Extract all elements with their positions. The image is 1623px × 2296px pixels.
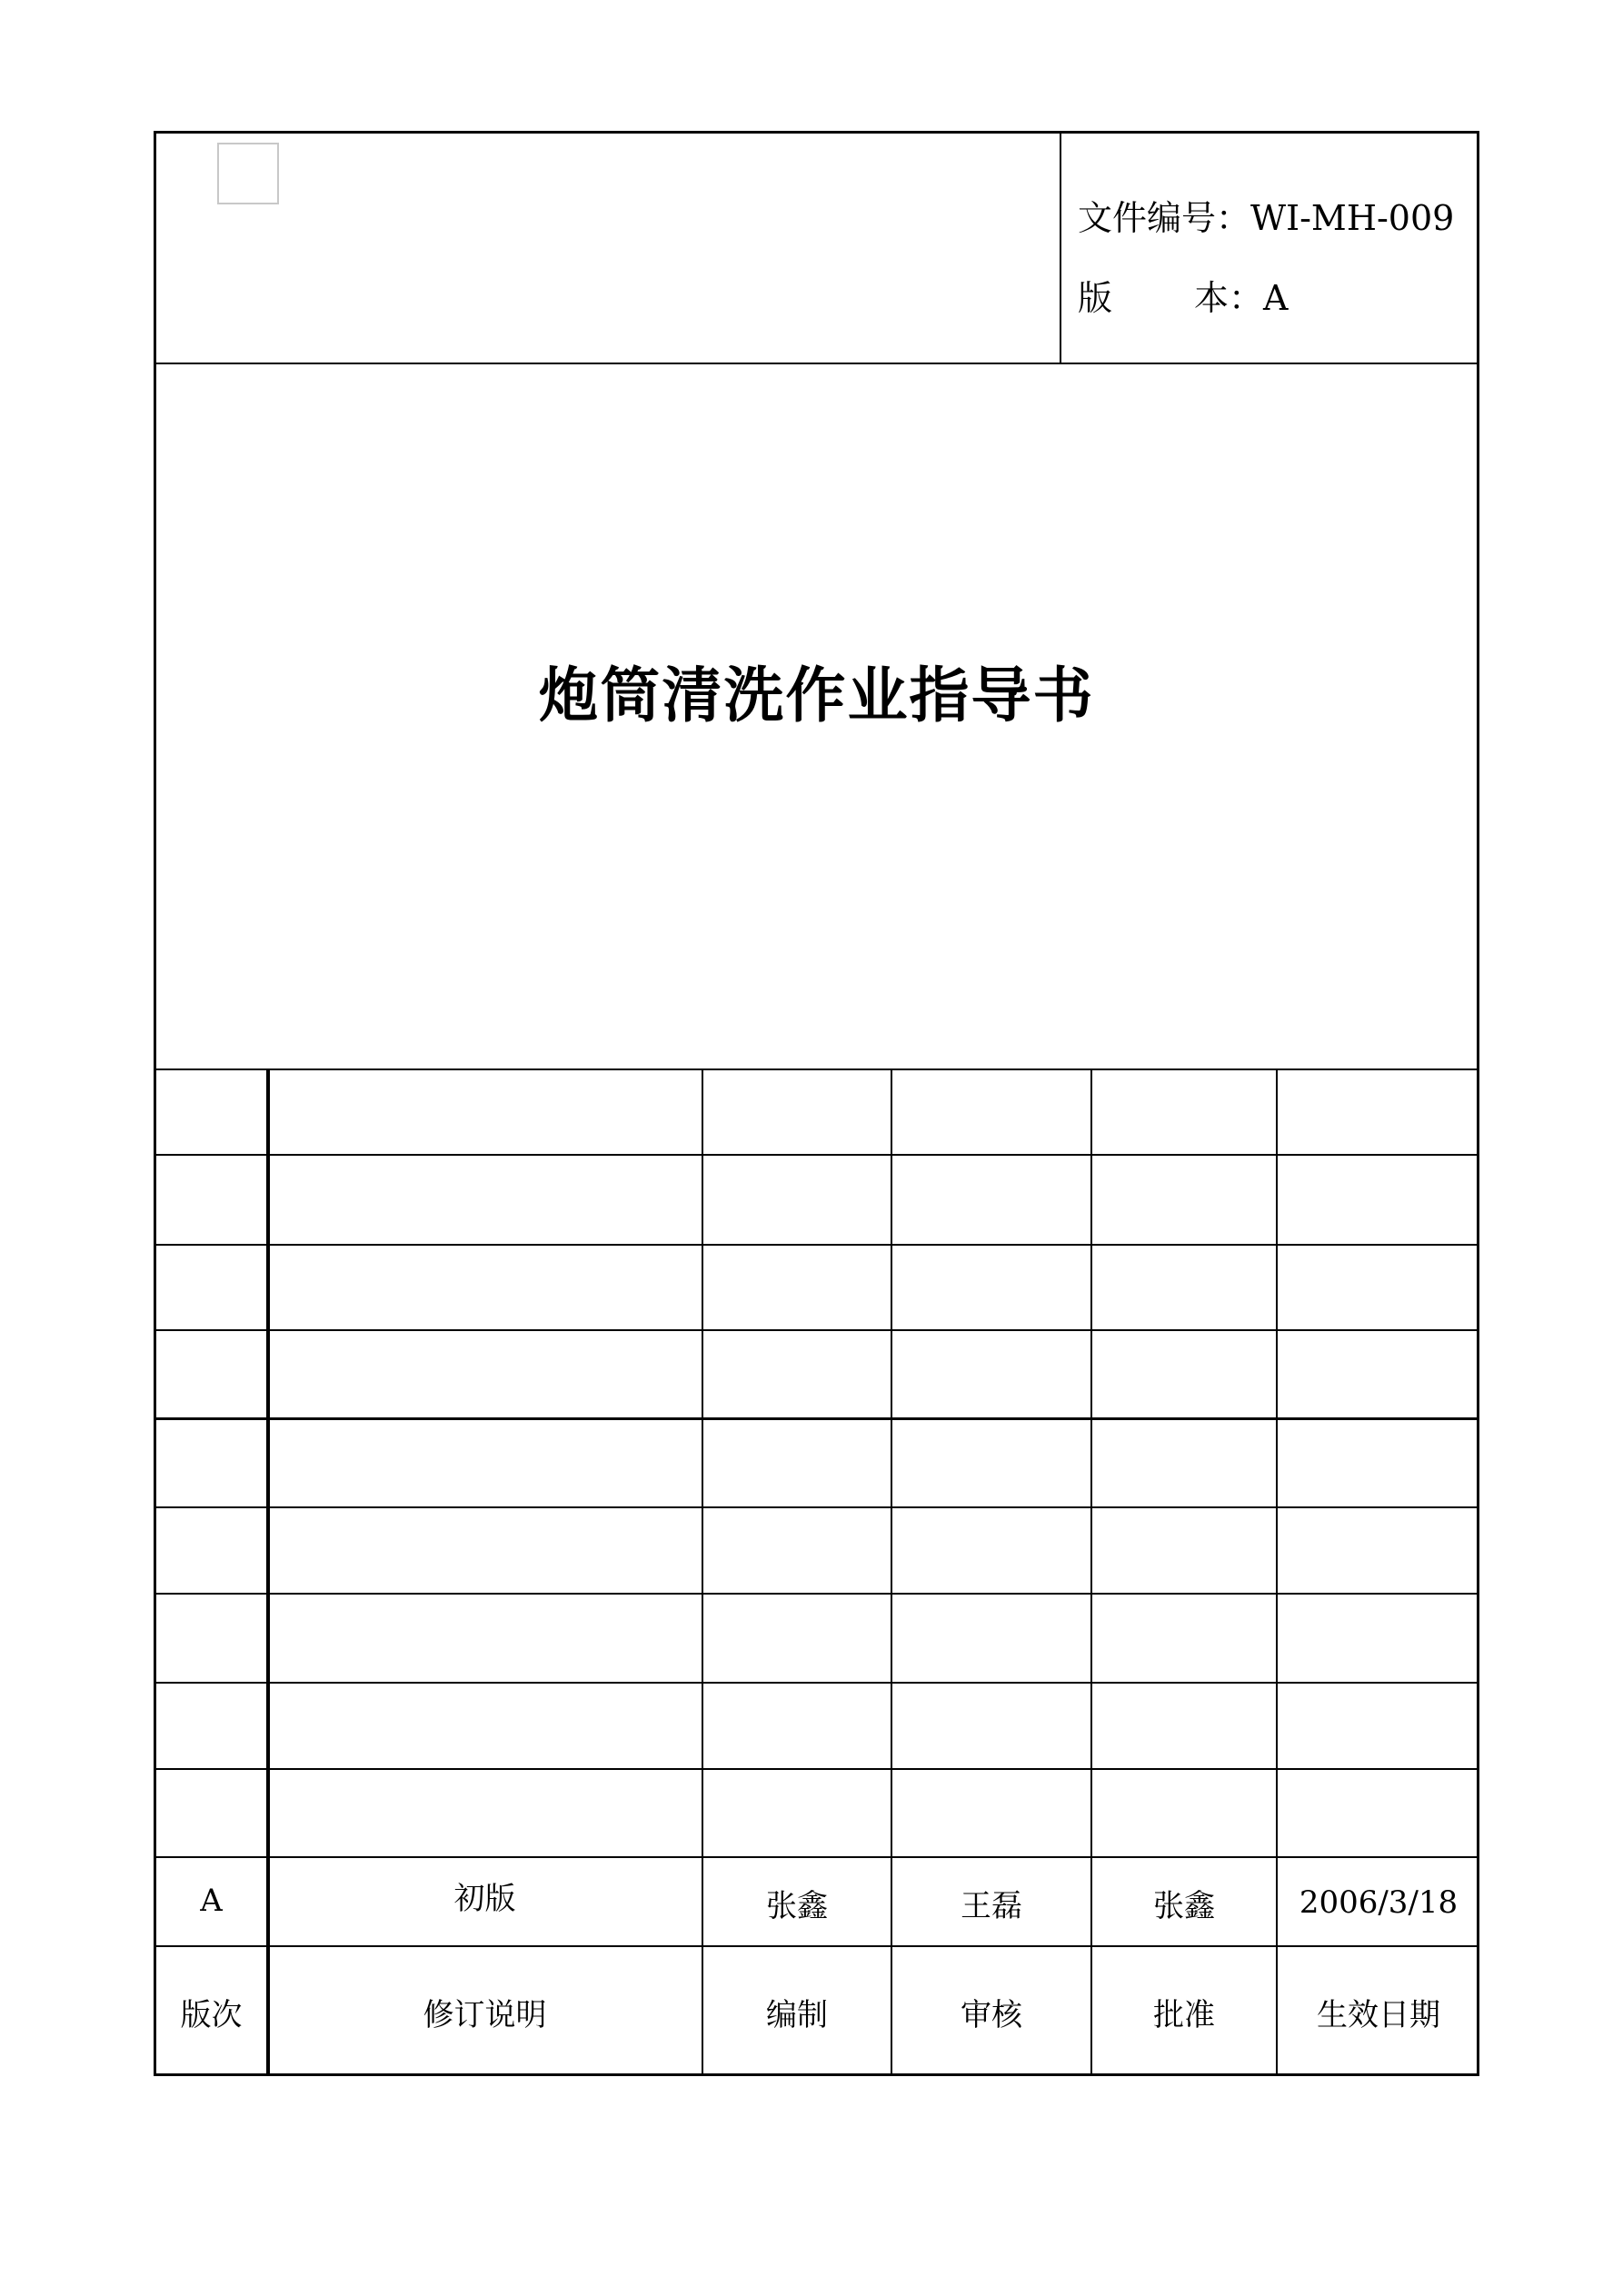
doc-number-value: WI-MH-009 (1250, 198, 1455, 238)
table-line (156, 1329, 1477, 1331)
table-line (156, 1768, 1477, 1770)
doc-number (1078, 190, 1454, 240)
table-line (156, 1682, 1477, 1684)
cell-description: 初版 (453, 1880, 516, 1917)
header-divider (1060, 134, 1061, 363)
version-label-a: 版 (1078, 278, 1113, 318)
doc-number-label: 文件编号： (1078, 198, 1251, 238)
cell-version: A (200, 1883, 223, 1919)
col-header-reviewed: 审核 (961, 1996, 1022, 2033)
cell-effective-date: 2006/3/18 (1299, 1884, 1459, 1921)
logo-placeholder (217, 143, 279, 204)
document-frame (154, 131, 1479, 2076)
col-header-effective-date: 生效日期 (1317, 1996, 1440, 2033)
cell-approved: 张鑫 (1153, 1887, 1215, 1924)
version-label-b: 本： (1194, 278, 1264, 318)
page-title: 炮筒清洗作业指导书 (538, 661, 1095, 731)
table-line (156, 1154, 1477, 1156)
table-line (156, 1068, 1477, 1070)
col-header-version: 版次 (180, 1996, 243, 2033)
version-value: A (1263, 278, 1289, 318)
col-header-prepared: 编制 (766, 1996, 828, 2033)
table-line (156, 1244, 1477, 1246)
table-line (156, 1417, 1477, 1420)
col-header-approved: 批准 (1153, 1996, 1215, 2033)
cell-prepared: 张鑫 (766, 1887, 828, 1924)
table-line (156, 1506, 1477, 1508)
cell-reviewed: 王磊 (961, 1887, 1022, 1924)
col-header-description: 修订说明 (423, 1996, 547, 2033)
table-line (156, 1593, 1477, 1595)
header-bottom-line (156, 363, 1477, 364)
doc-version (1078, 270, 1288, 320)
